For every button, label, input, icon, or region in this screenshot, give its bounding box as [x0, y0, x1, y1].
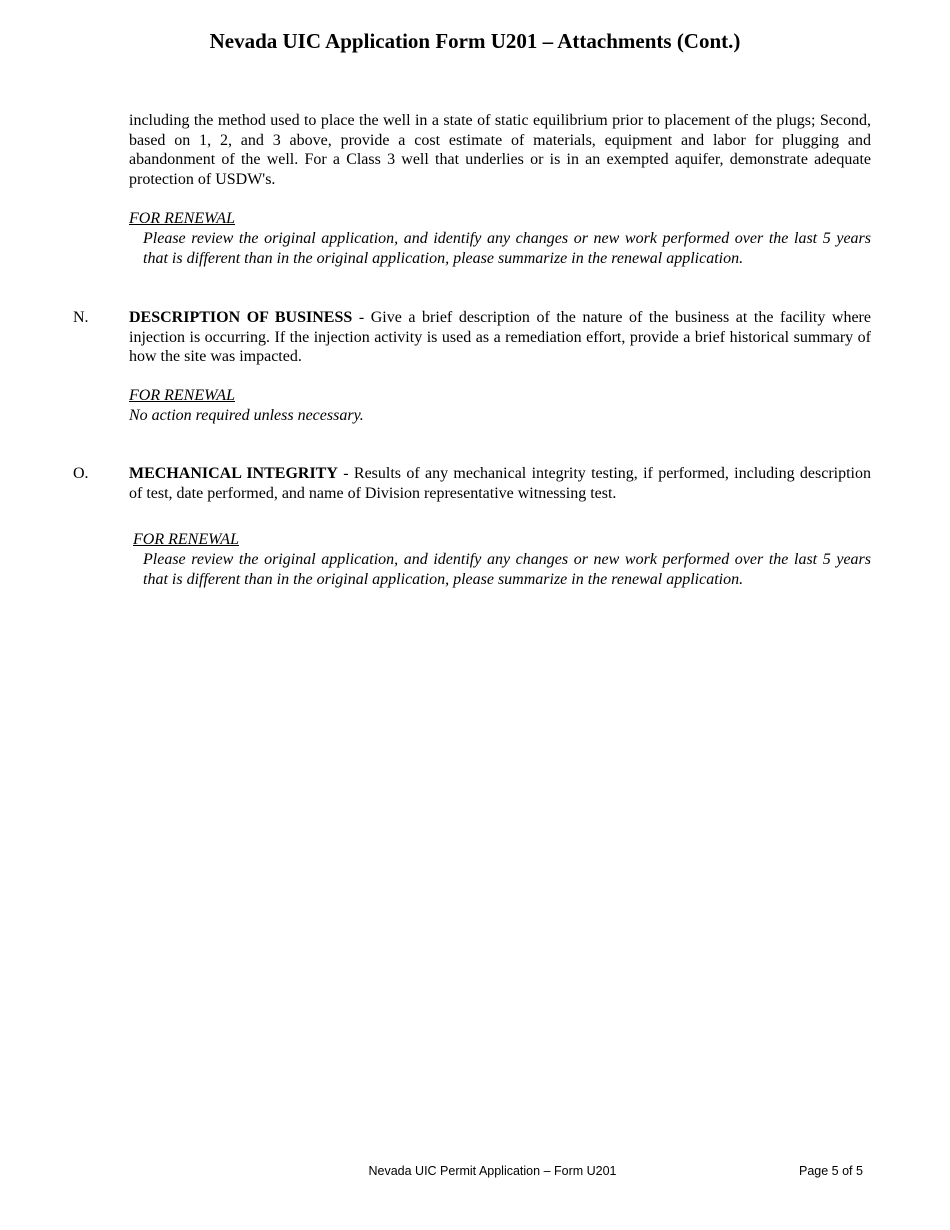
- continuation-paragraph: including the method used to place the well in a state of static equilibrium prior to placement of the plugs; Second, based on 1, 2, and 3 above, provide a cost estimate of materials, equipment and labor for plugging and abandonment of the well. For a Class 3 well that underlies or is in an exempted aquifer, demonstrate adequate protection of USDW's.: [129, 112, 871, 189]
- section-o-letter: O.: [73, 465, 89, 482]
- section-o-text: - Results of any mechanical integrity testing, if performed, including description of test, date performed, and name of Division representative witnessing test.: [129, 465, 872, 502]
- section-o-paragraph: [129, 464, 871, 503]
- section-n-letter: N.: [73, 309, 89, 326]
- section-n-text: - Give a brief description of the nature of the business at the facility where injection is occurring. If the injection activity is used as a remediation effort, provide a brief historical summary of how the site was impacted.: [129, 309, 871, 366]
- page-title: Nevada UIC Application Form U201 – Attachments (Cont.): [209, 29, 741, 53]
- section-n-paragraph: [129, 308, 871, 367]
- continuation-renewal-heading: FOR RENEWAL: [129, 210, 235, 227]
- section-n-renewal-text: No action required unless necessary.: [129, 407, 364, 424]
- section-n-heading: DESCRIPTION OF BUSINESS: [129, 309, 353, 326]
- section-o-renewal-text: Please review the original application, and identify any changes or new work performed over the last 5 years that is different than in the original application, please summarize in the renewal application.: [143, 551, 871, 588]
- footer-document-name: Nevada UIC Permit Application – Form U201: [368, 1164, 617, 1178]
- footer-page-number: Page 5 of 5: [799, 1164, 863, 1178]
- section-n-renewal-heading: FOR RENEWAL: [129, 387, 235, 404]
- section-o-renewal-heading: FOR RENEWAL: [133, 531, 239, 548]
- section-o-heading: MECHANICAL INTEGRITY: [129, 465, 338, 482]
- continuation-renewal-text: Please review the original application, and identify any changes or new work performed over the last 5 years that is different than in the original application, please summarize in the renewal application.: [143, 230, 871, 267]
